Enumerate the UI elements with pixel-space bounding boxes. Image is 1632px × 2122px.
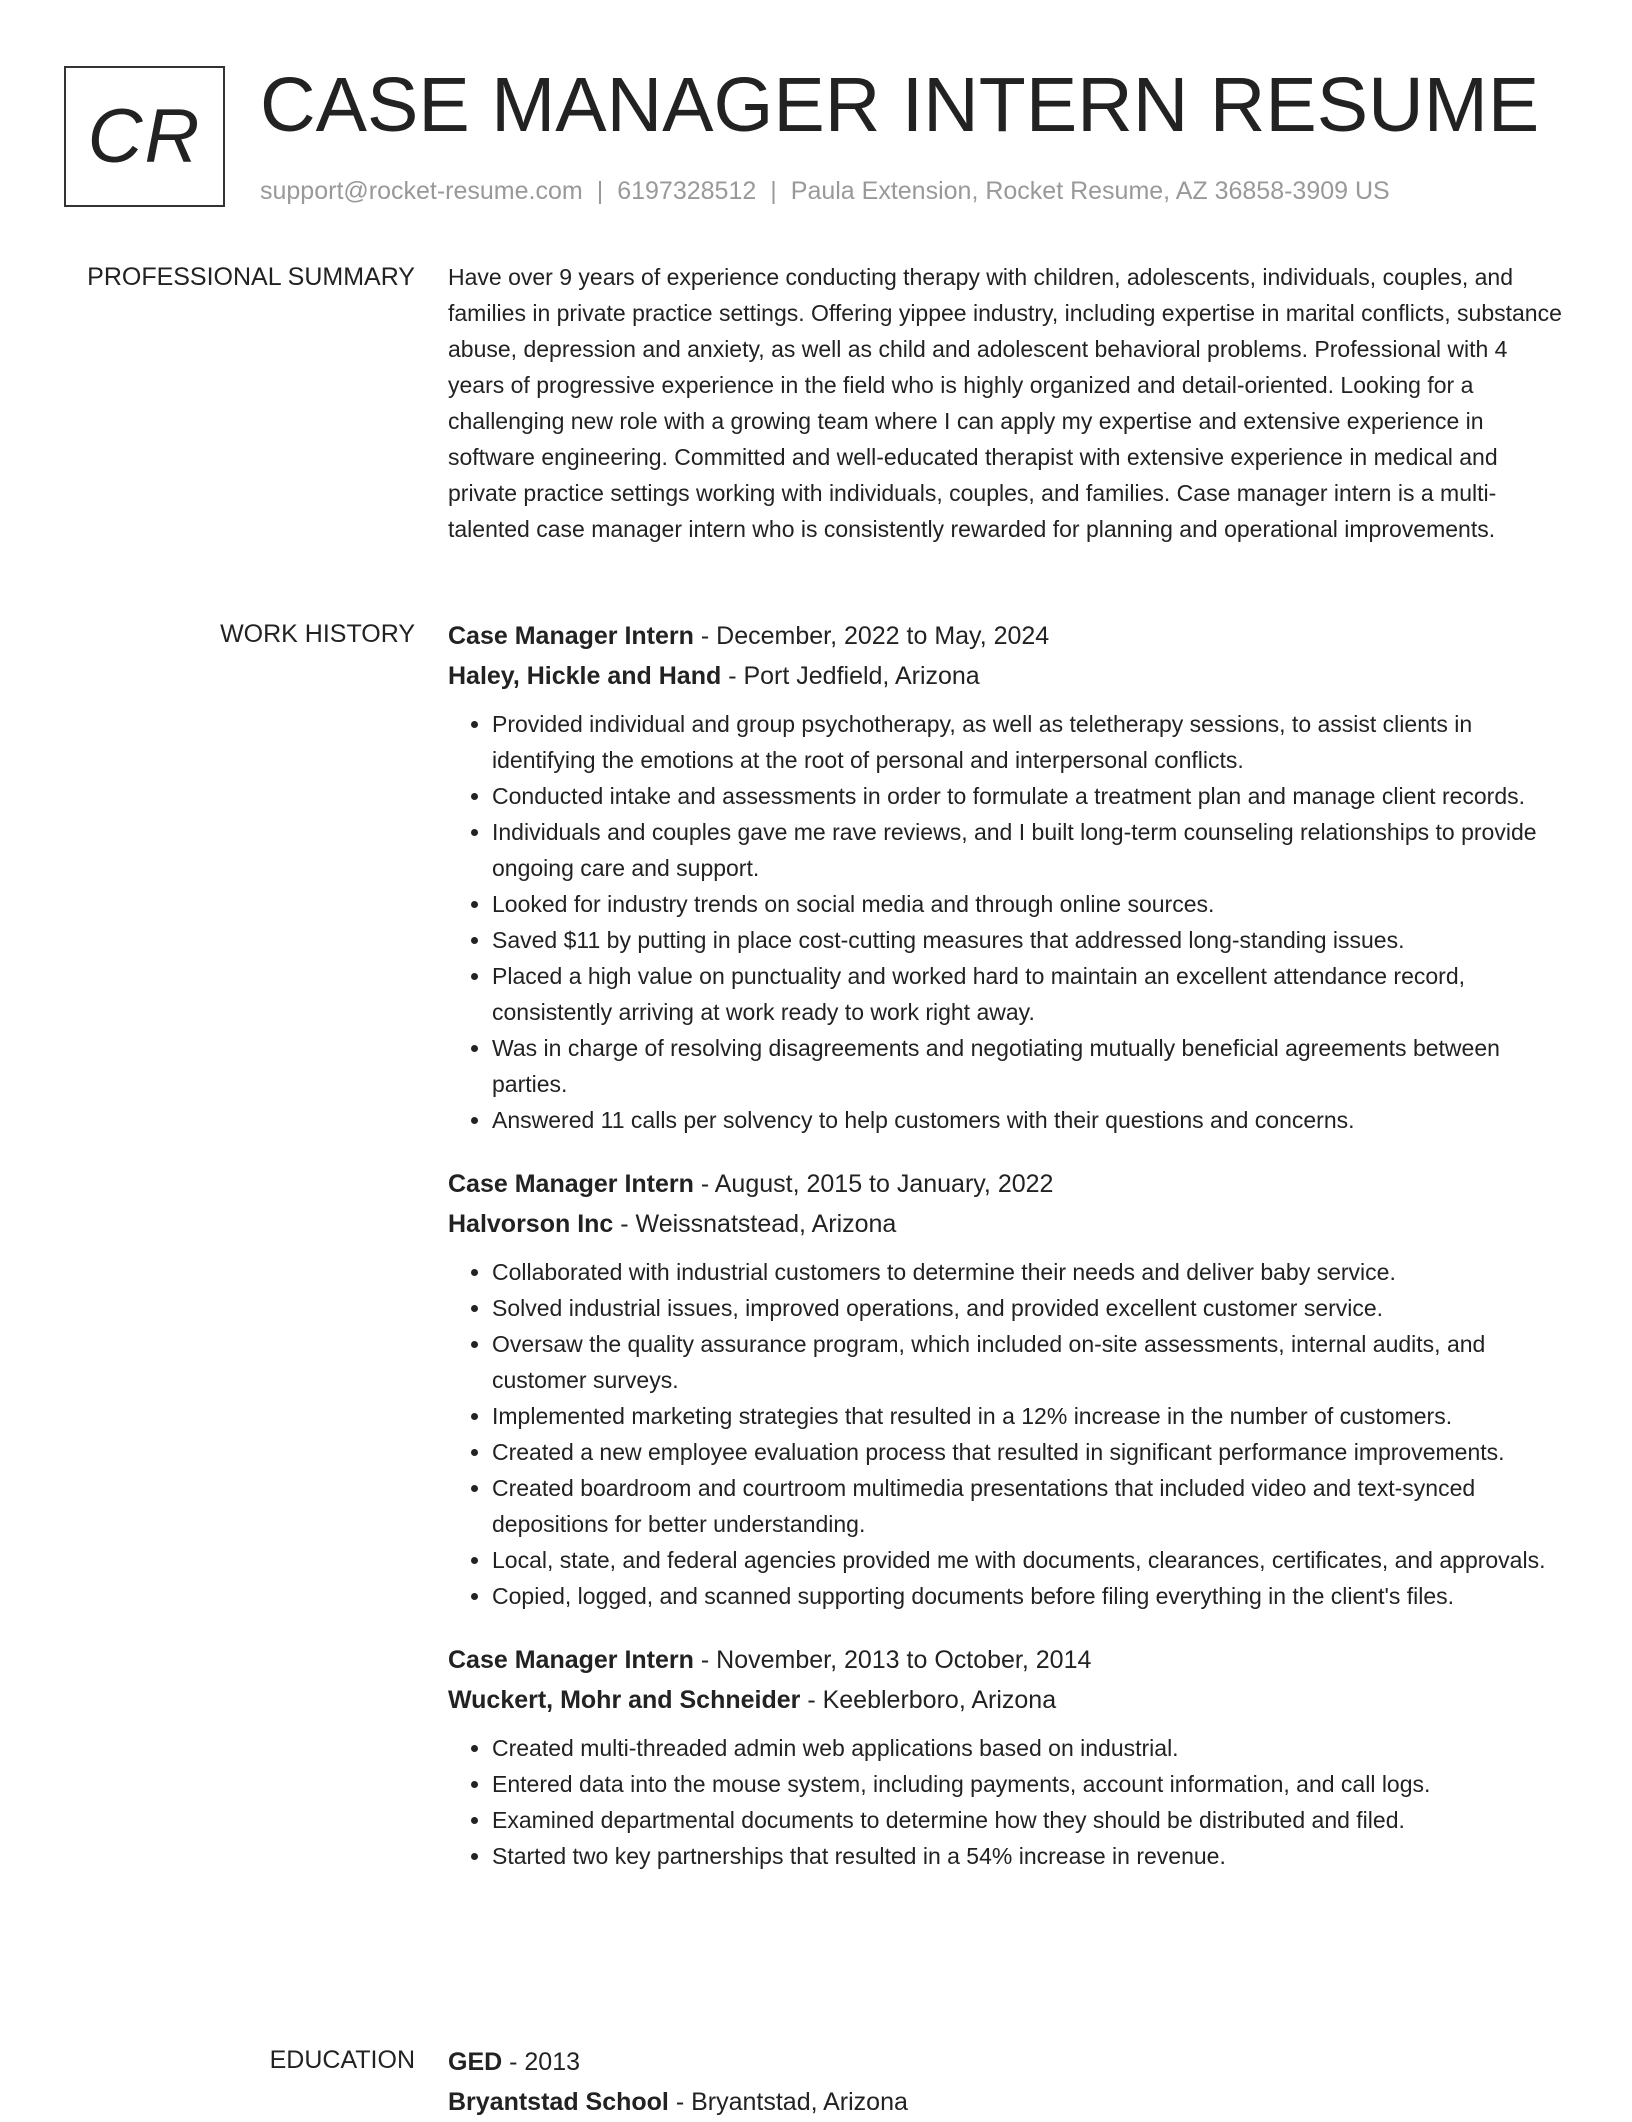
job-bullet: • Implemented marketing strategies that resulted in a 12% increase in the number of customers. bbox=[492, 1398, 1568, 1434]
job-bullet: • Local, state, and federal agencies provided me with documents, clearances, certificates, and approvals. bbox=[492, 1542, 1568, 1578]
job-entry bbox=[448, 1164, 1568, 1614]
job-bullet: • Created multi-threaded admin web applications based on industrial. bbox=[492, 1730, 1568, 1766]
contact-address: Paula Extension, Rocket Resume, AZ 36858-3909 US bbox=[790, 177, 1390, 205]
job-bullet: • Started two key partnerships that resulted in a 54% increase in revenue. bbox=[492, 1838, 1568, 1874]
job-company: Halvorson Inc bbox=[448, 1210, 614, 1238]
job-title-line bbox=[448, 1164, 1568, 1204]
job-company-line bbox=[448, 1204, 1568, 1244]
job-bullet: • Created a new employee evaluation process that resulted in significant performance improvements. bbox=[492, 1434, 1568, 1470]
job-bullet: • Entered data into the mouse system, including payments, account information, and call logs. bbox=[492, 1766, 1568, 1802]
education-label: EDUCATION bbox=[269, 2046, 415, 2074]
education-year: - 2013 bbox=[502, 2048, 581, 2076]
contact-separator: | bbox=[596, 177, 604, 205]
education-location: - Bryantstad, Arizona bbox=[668, 2088, 908, 2116]
job-bullet: • Copied, logged, and scanned supporting documents before filing everything in the client's files. bbox=[492, 1578, 1568, 1614]
job-bullet: • Created boardroom and courtroom multimedia presentations that included video and text-synced depositions for better understanding. bbox=[492, 1470, 1568, 1542]
job-title-line bbox=[448, 616, 1568, 656]
job-bullets bbox=[448, 1730, 1568, 1874]
job-bullets bbox=[448, 1254, 1568, 1614]
job-dates: - December, 2022 to May, 2024 bbox=[693, 622, 1050, 650]
job-company: Wuckert, Mohr and Schneider bbox=[448, 1686, 801, 1714]
job-bullet: • Individuals and couples gave me rave reviews, and I built long-term counseling relationships to provide ongoing care and support. bbox=[492, 814, 1568, 886]
education-degree: GED bbox=[448, 2048, 503, 2076]
job-bullet: • Saved $11 by putting in place cost-cutting measures that addressed long-standing issues. bbox=[492, 922, 1568, 958]
job-company-line bbox=[448, 656, 1568, 696]
job-title-line bbox=[448, 1640, 1568, 1680]
job-title: Case Manager Intern bbox=[448, 1646, 694, 1674]
job-bullet: • Examined departmental documents to determine how they should be distributed and filed. bbox=[492, 1802, 1568, 1838]
job-bullet: • Collaborated with industrial customers to determine their needs and deliver baby service. bbox=[492, 1254, 1568, 1290]
work-history-body bbox=[448, 616, 1568, 1900]
contact-line bbox=[260, 174, 1390, 208]
job-bullet: • Looked for industry trends on social media and through online sources. bbox=[492, 886, 1568, 922]
job-dates: - November, 2013 to October, 2014 bbox=[693, 1646, 1092, 1674]
resume-title: CASE MANAGER INTERN RESUME bbox=[260, 62, 1540, 148]
education-body bbox=[448, 2042, 1568, 2122]
job-location: - Weissnatstead, Arizona bbox=[613, 1210, 897, 1238]
education-school: Bryantstad School bbox=[448, 2088, 669, 2116]
resume-header bbox=[64, 62, 1564, 216]
job-bullet: • Answered 11 calls per solvency to help customers with their questions and concerns. bbox=[492, 1102, 1568, 1138]
job-entry bbox=[448, 616, 1568, 1138]
job-title: Case Manager Intern bbox=[448, 622, 694, 650]
job-company: Haley, Hickle and Hand bbox=[448, 662, 722, 690]
job-dates: - August, 2015 to January, 2022 bbox=[693, 1170, 1054, 1198]
education-degree-line bbox=[448, 2042, 1568, 2082]
job-bullets bbox=[448, 706, 1568, 1138]
job-bullet: • Provided individual and group psychotherapy, as well as teletherapy sessions, to assist clients in identifying the emotions at the root of personal and interpersonal conflicts. bbox=[492, 706, 1568, 778]
job-bullet: • Was in charge of resolving disagreements and negotiating mutually beneficial agreements between parties. bbox=[492, 1030, 1568, 1102]
summary-label: PROFESSIONAL SUMMARY bbox=[87, 263, 415, 291]
job-bullet: • Placed a high value on punctuality and worked hard to maintain an excellent attendance record, consistently arriving at work ready to work right away. bbox=[492, 958, 1568, 1030]
monogram: CR bbox=[64, 66, 225, 207]
job-location: - Port Jedfield, Arizona bbox=[721, 662, 980, 690]
summary-text: Have over 9 years of experience conducting therapy with children, adolescents, individuals, couples, and families in private practice settings. Offering yippee industry, including expertise in marital conflicts, substance abuse, depression and anxiety, as well as child and adolescent behavioral problems. Professional with 4 years of progressive experience in the field who is highly organized and detail-oriented. Looking for a challenging new role with a growing team where I can apply my expertise and extensive experience in software engineering. Committed and well-educated therapist with extensive experience in medical and private practice settings working with individuals, couples, and families. Case manager intern is a multi-talented case manager intern who is consistently rewarded for planning and operational improvements. bbox=[448, 264, 1562, 542]
contact-phone: 6197328512 bbox=[617, 177, 757, 205]
job-bullet: • Oversaw the quality assurance program, which included on-site assessments, internal audits, and customer surveys. bbox=[492, 1326, 1568, 1398]
work-history-label: WORK HISTORY bbox=[220, 620, 415, 648]
contact-email: support@rocket-resume.com bbox=[260, 177, 583, 205]
contact-separator: | bbox=[770, 177, 777, 205]
education-school-line bbox=[448, 2082, 1568, 2122]
job-entry bbox=[448, 1640, 1568, 1874]
job-bullet: • Conducted intake and assessments in order to formulate a treatment plan and manage client records. bbox=[492, 778, 1568, 814]
summary-body bbox=[448, 259, 1568, 547]
job-title: Case Manager Intern bbox=[448, 1170, 694, 1198]
job-bullet: • Solved industrial issues, improved operations, and provided excellent customer service. bbox=[492, 1290, 1568, 1326]
job-company-line bbox=[448, 1680, 1568, 1720]
job-location: - Keeblerboro, Arizona bbox=[800, 1686, 1057, 1714]
